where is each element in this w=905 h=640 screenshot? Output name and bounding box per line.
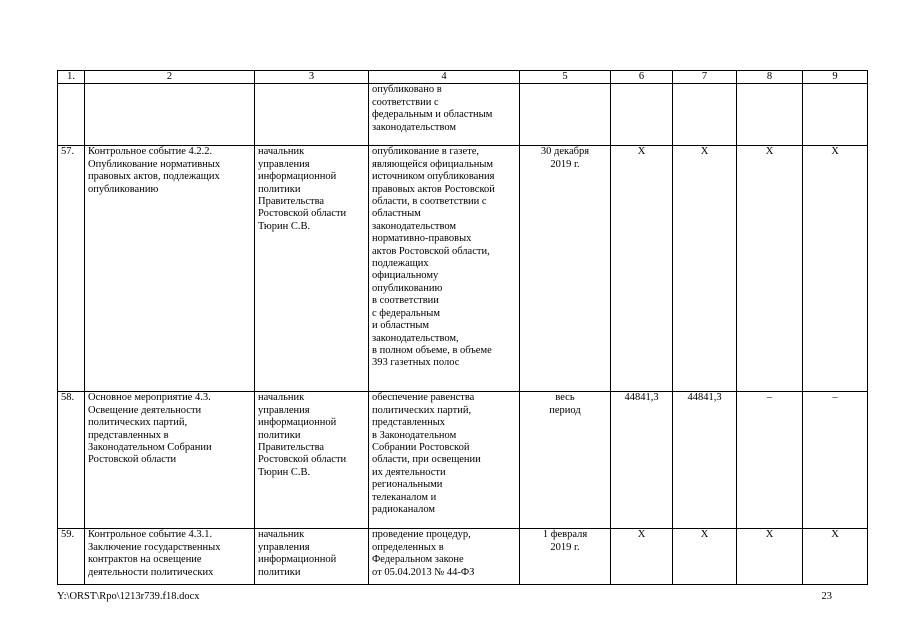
continuation-result: опубликовано в соответствии с федеральным и областным законодательством xyxy=(369,84,520,146)
header-cell-8: 8 xyxy=(737,71,803,84)
header-cell-3: 3 xyxy=(255,71,369,84)
col-8-value: – xyxy=(737,392,803,529)
col-6-value: 44841,3 xyxy=(611,392,673,529)
col-7-value: X xyxy=(673,146,737,392)
row-number: 57. xyxy=(58,146,85,392)
event-name: Основное мероприятие 4.3. Освещение деятельности политических партий, представленных в Законодательном Собрании Ростовской области xyxy=(85,392,255,529)
header-cell-1: 1. xyxy=(58,71,85,84)
table-row xyxy=(58,392,868,529)
col-6-value: X xyxy=(611,146,673,392)
col-6-value: X xyxy=(611,529,673,585)
header-cell-2: 2 xyxy=(85,71,255,84)
header-cell-5: 5 xyxy=(520,71,611,84)
deadline: весь период xyxy=(520,392,611,529)
file-path: Y:\ORST\Rpo\1213r739.f18.docx xyxy=(57,591,200,602)
col-9-value: – xyxy=(803,392,868,529)
plan-table xyxy=(57,70,868,585)
header-row xyxy=(58,71,868,84)
expected-result: обеспечение равенства политических партий, представленных в Законодательном Собрании Ростовской области, при освещении их деятельности региональными телеканалом и радиоканалом xyxy=(369,392,520,529)
event-name: Контрольное событие 4.2.2. Опубликование нормативных правовых актов, подлежащих опубликованию xyxy=(85,146,255,392)
col-9-value: X xyxy=(803,529,868,585)
col-7-value: X xyxy=(673,529,737,585)
col-7-value: 44841,3 xyxy=(673,392,737,529)
col-8-value: X xyxy=(737,529,803,585)
header-cell-9: 9 xyxy=(803,71,868,84)
header-cell-4: 4 xyxy=(369,71,520,84)
table-row xyxy=(58,529,868,585)
expected-result: опубликование в газете, являющейся официальным источником опубликования правовых актов Ростовской области, в соответствии с областным законодательством нормативно-правовых актов Ростовской области, подлежащих официальному опубликованию в соответствии с федеральным и областным законодательством, в полном объеме, в объеме 393 газетных полос xyxy=(369,146,520,392)
row-number: 59. xyxy=(58,529,85,585)
responsible: начальник управления информационной политики xyxy=(255,529,369,585)
header-cell-6: 6 xyxy=(611,71,673,84)
continuation-row xyxy=(58,84,868,146)
header-cell-7: 7 xyxy=(673,71,737,84)
deadline: 30 декабря 2019 г. xyxy=(520,146,611,392)
event-name: Контрольное событие 4.3.1. Заключение государственных контрактов на освещение деятельности политических xyxy=(85,529,255,585)
row-number: 58. xyxy=(58,392,85,529)
responsible: начальник управления информационной политики Правительства Ростовской области Тюрин С.В. xyxy=(255,146,369,392)
deadline: 1 февраля 2019 г. xyxy=(520,529,611,585)
table-row xyxy=(58,146,868,392)
expected-result: проведение процедур, определенных в Федеральном законе от 05.04.2013 № 44-ФЗ xyxy=(369,529,520,585)
page-number: 23 xyxy=(821,591,832,602)
col-8-value: X xyxy=(737,146,803,392)
col-9-value: X xyxy=(803,146,868,392)
responsible: начальник управления информационной политики Правительства Ростовской области Тюрин С.В. xyxy=(255,392,369,529)
